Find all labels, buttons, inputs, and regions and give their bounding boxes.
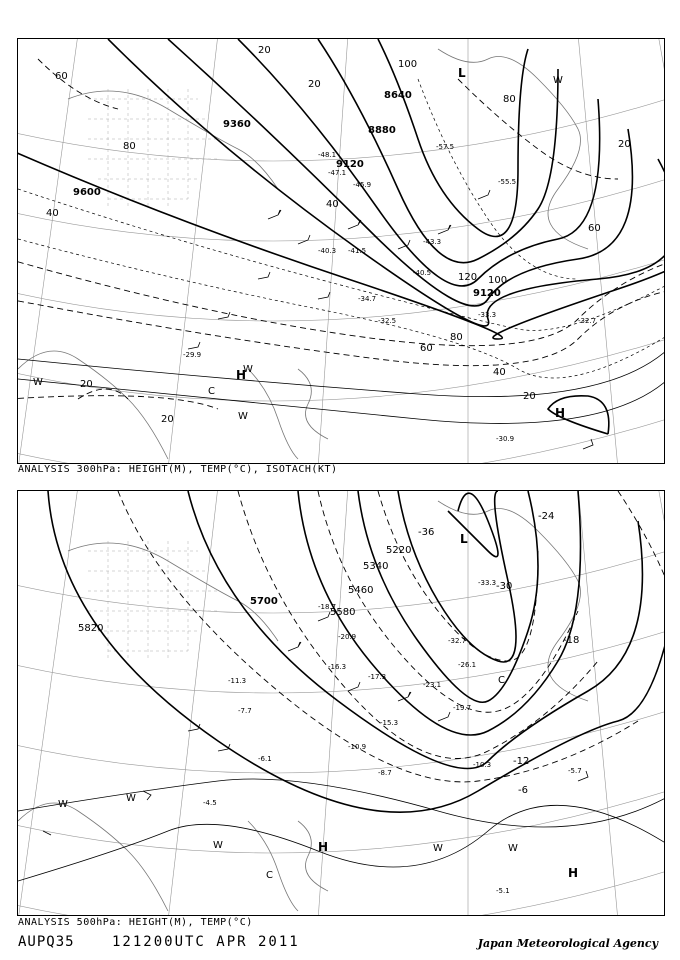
pressure-centers bbox=[236, 66, 565, 420]
temp-value: -6.1 bbox=[258, 755, 272, 763]
temp-value: -32.5 bbox=[378, 317, 397, 325]
map-300hpa bbox=[17, 38, 665, 464]
temp-value: -32.7 bbox=[578, 317, 597, 325]
high-center: H bbox=[318, 840, 329, 854]
jet-isolines bbox=[18, 339, 664, 423]
height-label: 9120 bbox=[336, 159, 364, 170]
temp-value: -40.3 bbox=[318, 247, 337, 255]
temp-value: -26.1 bbox=[458, 661, 477, 669]
warm-mark: W bbox=[243, 364, 253, 375]
isotach-label: 80 bbox=[503, 94, 516, 105]
agency-credit: Japan Meteorological Agency bbox=[477, 937, 658, 950]
height-label: 5580 bbox=[330, 607, 356, 618]
temp-value: -23.1 bbox=[423, 681, 442, 689]
temp-value: -7.7 bbox=[238, 707, 252, 715]
low-center: L bbox=[458, 66, 466, 80]
temp-value: -4.5 bbox=[203, 799, 217, 807]
height-label: 9600 bbox=[73, 187, 101, 198]
map-500hpa bbox=[17, 490, 665, 916]
temp-value: -5.1 bbox=[496, 887, 510, 895]
isotach-label: 20 bbox=[523, 391, 536, 402]
issue-time: 121200UTC APR 2011 bbox=[112, 934, 300, 950]
temp-value: -43.3 bbox=[423, 238, 442, 246]
isotach-label: 40 bbox=[326, 199, 339, 210]
isotach-label: 80 bbox=[450, 332, 463, 343]
height-label: 5460 bbox=[348, 585, 374, 596]
temp-value: -15.3 bbox=[380, 719, 399, 727]
isotach-label: 40 bbox=[493, 367, 506, 378]
low-center: L bbox=[460, 532, 468, 546]
warm-mark: W bbox=[553, 75, 563, 86]
isotherm-label: -36 bbox=[418, 527, 435, 538]
caption-300hpa: ANALYSIS 300hPa: HEIGHT(M), TEMP(°C), ISOTACH(KT) bbox=[18, 464, 338, 475]
height-label: 8640 bbox=[384, 90, 412, 101]
temp-value: -17.3 bbox=[368, 673, 387, 681]
temp-value: -48.1 bbox=[318, 151, 337, 159]
temp-value: -34.7 bbox=[358, 295, 377, 303]
temp-value: -16.3 bbox=[328, 663, 347, 671]
high-center: H bbox=[568, 866, 579, 880]
temp-value: -10.3 bbox=[473, 761, 492, 769]
cold-mark: C bbox=[208, 386, 215, 397]
temp-value: -57.5 bbox=[436, 143, 455, 151]
isotach-label: 60 bbox=[55, 71, 68, 82]
temp-value: -40.5 bbox=[413, 269, 432, 277]
map-300hpa-canvas bbox=[18, 39, 664, 463]
height-label: 5220 bbox=[386, 545, 412, 556]
warm-mark: W bbox=[58, 799, 68, 810]
height-label: 5820 bbox=[78, 623, 104, 634]
height-label: 5340 bbox=[363, 561, 389, 572]
warm-mark: W bbox=[33, 377, 43, 388]
isotach-label: 120 bbox=[458, 272, 478, 283]
temp-value: -5.7 bbox=[568, 767, 582, 775]
temp-value: -11.3 bbox=[228, 677, 247, 685]
warm-mark: W bbox=[126, 793, 136, 804]
temp-value: -19.7 bbox=[453, 704, 472, 712]
cold-mark: C bbox=[498, 675, 505, 686]
temp-value: -20.9 bbox=[338, 633, 357, 641]
temp-value: -41.5 bbox=[348, 247, 367, 255]
isotach-label: 100 bbox=[398, 59, 418, 70]
temp-value: -47.1 bbox=[328, 169, 347, 177]
temp-value: -33.3 bbox=[478, 311, 497, 319]
isotach-label: 60 bbox=[588, 223, 601, 234]
isotach-label: 60 bbox=[420, 343, 433, 354]
temp-value: -18.7 bbox=[318, 603, 337, 611]
isotherm-label: -24 bbox=[538, 511, 555, 522]
temp-value: -30.9 bbox=[496, 435, 515, 443]
isotach-label: 20 bbox=[258, 45, 271, 56]
cold-mark: C bbox=[266, 870, 273, 881]
height-contours bbox=[48, 491, 664, 812]
isotherm-label: -30 bbox=[496, 581, 513, 592]
caption-500hpa: ANALYSIS 500hPa: HEIGHT(M), TEMP(°C) bbox=[18, 917, 253, 928]
temp-value: -55.5 bbox=[498, 178, 517, 186]
warm-mark: W bbox=[238, 411, 248, 422]
temp-value: -32.7 bbox=[448, 637, 467, 645]
temp-value: -29.9 bbox=[183, 351, 202, 359]
height-label: 5700 bbox=[250, 596, 278, 607]
height-labels bbox=[73, 90, 501, 299]
temp-value: -45.9 bbox=[353, 181, 372, 189]
product-code: AUPQ35 bbox=[18, 934, 75, 950]
isotach-label: 20 bbox=[161, 414, 174, 425]
warm-cold-marks bbox=[33, 75, 566, 422]
isotherm-label: -18 bbox=[563, 635, 580, 646]
temp-value: -10.9 bbox=[348, 743, 367, 751]
height-label: 8880 bbox=[368, 125, 396, 136]
height-label: 9360 bbox=[223, 119, 251, 130]
isotherm-contours bbox=[18, 79, 664, 378]
high-center: H bbox=[555, 406, 566, 420]
isotherm-label: -12 bbox=[513, 756, 530, 767]
height-contours bbox=[18, 39, 664, 434]
warm-mark: W bbox=[213, 840, 223, 851]
isotach-label: 20 bbox=[80, 379, 93, 390]
terrain-hatch bbox=[88, 541, 218, 661]
map-500hpa-canvas bbox=[18, 491, 664, 915]
isotherm-label: -6 bbox=[518, 785, 528, 796]
isotach-label: 40 bbox=[46, 208, 59, 219]
warm-mark: W bbox=[508, 843, 518, 854]
height-label: 9120 bbox=[473, 288, 501, 299]
wind-barbs bbox=[43, 612, 588, 835]
temp-value: -33.3 bbox=[478, 579, 497, 587]
temperature-values bbox=[203, 579, 582, 895]
isotach-label: 20 bbox=[618, 139, 631, 150]
warm-mark: W bbox=[433, 843, 443, 854]
temp-value: -8.7 bbox=[378, 769, 392, 777]
latlon-grid bbox=[18, 39, 664, 463]
isotach-label: 100 bbox=[488, 275, 508, 286]
coastline bbox=[18, 501, 588, 911]
isotach-label: 20 bbox=[308, 79, 321, 90]
isotach-label: 80 bbox=[123, 141, 136, 152]
high-center: H bbox=[236, 368, 247, 382]
